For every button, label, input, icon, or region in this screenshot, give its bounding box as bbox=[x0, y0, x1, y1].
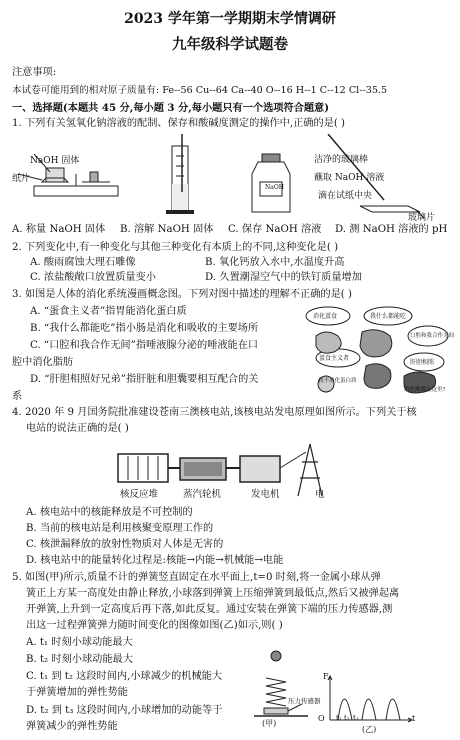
atomic-masses: 本试卷可能用到的相对原子质量有: Fe--56 Cu--64 Ca--40 O--16 H--1 C--12 Cl--35.5 bbox=[12, 85, 388, 96]
q5-stem-line4: 出这一过程弹簧弹力随时间变化的图像如图(乙)如示,则( ) bbox=[26, 620, 283, 631]
q4-option-d: D. 核电站中的能量转化过程是:核能→内能→机械能→电能 bbox=[26, 555, 284, 566]
spring-figure bbox=[252, 648, 312, 728]
q1-stem: 1. 下列有关氢氧化钠溶液的配制、保存和酸碱度测定的操作中,正确的是( ) bbox=[12, 118, 346, 129]
q3-option-d-cont: 系 bbox=[12, 391, 23, 402]
bubble-4: 肝胆相照 bbox=[410, 359, 435, 366]
q1-figure bbox=[12, 134, 452, 220]
label-paper: 纸片 bbox=[12, 174, 31, 184]
graph-origin: O bbox=[318, 714, 325, 723]
q2-stem: 2. 下列变化中,有一种变化与其他三种变化有本质上的不同,这种变化是( ) bbox=[12, 242, 339, 253]
q3-option-c: C. “口腔和我合作无间”指唾液腺分泌的唾液能在口 bbox=[30, 340, 259, 351]
graph-t2: t₂ bbox=[344, 714, 350, 722]
generator-icon bbox=[240, 456, 280, 482]
reagent-bottle-icon bbox=[252, 154, 290, 212]
turbine-icon bbox=[180, 458, 226, 480]
graph-t-label: t bbox=[412, 714, 416, 723]
q3-option-d: D. “肝胆相照好兄弟”指肝脏和胆囊要相互配合的关 bbox=[30, 374, 259, 385]
q2-option-c: C. 浓盐酸敞口放置质量变小 bbox=[30, 272, 156, 283]
graph-t1: t₁ bbox=[336, 714, 342, 722]
q3-stem: 3. 如图是人体的消化系统漫画概念图。下列对图中描述的理解不正确的是( ) bbox=[12, 289, 352, 300]
q1-option-d: D. 测 NaOH 溶液的 pH bbox=[335, 224, 448, 235]
q4-option-b: B. 当前的核电站是利用核聚变原理工作的 bbox=[26, 523, 214, 534]
bubble-6: 我不消化蛋白质 bbox=[318, 378, 357, 384]
q5-stem-line3: 开弹簧,上升到一定高度后再下落,如此反复。通过安装在弹簧下端的压力传感器,测 bbox=[26, 604, 393, 615]
label-drop-center: 滴在试纸中央 bbox=[318, 191, 373, 201]
graph-f-label: F bbox=[323, 672, 329, 681]
bubble-5: 蛋食主义者 bbox=[319, 355, 350, 362]
q2-option-b: B. 氧化钙放入水中,水温度升高 bbox=[205, 257, 345, 268]
cylinder-icon bbox=[166, 134, 194, 214]
q5-option-d-cont: 弹簧减少的弹性势能 bbox=[26, 721, 118, 732]
exam-title: 2023 学年第一学期期末学情调研 bbox=[124, 11, 336, 27]
label-jia: (甲) bbox=[262, 719, 277, 728]
label-naoh-solid: NaOH 固体 bbox=[30, 156, 80, 166]
graph-t3: t₃ bbox=[353, 714, 359, 722]
q5-option-a: A. t₁ 时刻小球动能最大 bbox=[26, 637, 133, 648]
label-bottle: NaOH bbox=[265, 184, 284, 191]
exam-subtitle: 九年级科学试题卷 bbox=[172, 36, 288, 53]
bubble-2: 我什么都能吃 bbox=[370, 313, 407, 320]
bubble-7: 消化酶都在这里? bbox=[404, 387, 446, 393]
q5-option-c: C. t₁ 到 t₂ 这段时间内,小球减少的机械能大 bbox=[26, 671, 223, 682]
reactor-icon bbox=[118, 454, 168, 482]
q5-stem-line2: 簧正上方某一高度处由静止释放,小球落到弹簧上压缩弹簧到最低点,然后又被弹起离 bbox=[26, 588, 400, 599]
spring-icon bbox=[266, 678, 286, 706]
section-heading: 一、选择题(本题共 45 分,每小题 3 分,每小题只有一个选项符合题意) bbox=[12, 102, 330, 114]
bubble-3: 口腔和我合作无间 bbox=[410, 333, 455, 339]
q5-option-b: B. t₂ 时刻小球动能最大 bbox=[26, 654, 133, 665]
label-glass-plate: 玻璃片 bbox=[408, 213, 436, 223]
label-turbine: 蒸汽轮机 bbox=[183, 489, 222, 500]
q1-option-c: C. 保存 NaOH 溶液 bbox=[228, 224, 322, 235]
q5-option-c-cont: 于弹簧增加的弹性势能 bbox=[26, 687, 128, 698]
bubble-1: 消化蛋食 bbox=[313, 313, 338, 320]
q1-option-a: A. 称量 NaOH 固体 bbox=[12, 224, 106, 235]
q3-option-a: A. “蛋食主义者”指胃能消化蛋白质 bbox=[30, 306, 187, 317]
label-yi: (乙) bbox=[362, 725, 377, 734]
label-sensor: 压力传感器 bbox=[288, 697, 321, 705]
q3-option-b: B. “我什么都能吃”指小肠是消化和吸收的主要场所 bbox=[30, 323, 259, 334]
q4-stem-line2: 电站的说法正确的是( ) bbox=[26, 423, 129, 434]
q1-option-b: B. 溶解 NaOH 固体 bbox=[120, 224, 214, 235]
q5-option-d: D. t₂ 到 t₃ 这段时间内,小球增加的动能等于 bbox=[26, 705, 223, 716]
q2-option-a: A. 酸雨腐蚀大理石雕像 bbox=[30, 257, 136, 268]
label-dip: 蘸取 NaOH 溶液 bbox=[314, 173, 385, 183]
q5-stem-line1: 5. 如图(甲)所示,质量不计的弹簧竖直固定在水平面上,t=0 时刻,将一金属小球从弹 bbox=[12, 572, 381, 583]
label-clean-rod: 洁净的玻璃棒 bbox=[314, 155, 369, 165]
q4-option-a: A. 核电站中的核能释放是不可控制的 bbox=[26, 507, 193, 518]
q4-stem-line1: 4. 2020 年 9 月国务院批准建设苍南三澳核电站,该核电站发电原理如图所示。下列关于核 bbox=[12, 407, 417, 418]
ball-icon bbox=[271, 651, 281, 661]
q3-option-c-cont: 腔中消化脂肪 bbox=[12, 357, 74, 368]
q2-option-d: D. 久置潮湿空气中的铁钉质量增加 bbox=[205, 272, 362, 283]
label-generator: 发电机 bbox=[251, 489, 280, 500]
sensor-icon bbox=[264, 708, 288, 714]
notice-label: 注意事项: bbox=[12, 67, 57, 78]
label-electric: 电 bbox=[315, 489, 325, 500]
q4-option-c: C. 核泄漏释放的放射性物质对人体是无害的 bbox=[26, 539, 224, 550]
label-reactor: 核反应堆 bbox=[120, 489, 159, 500]
